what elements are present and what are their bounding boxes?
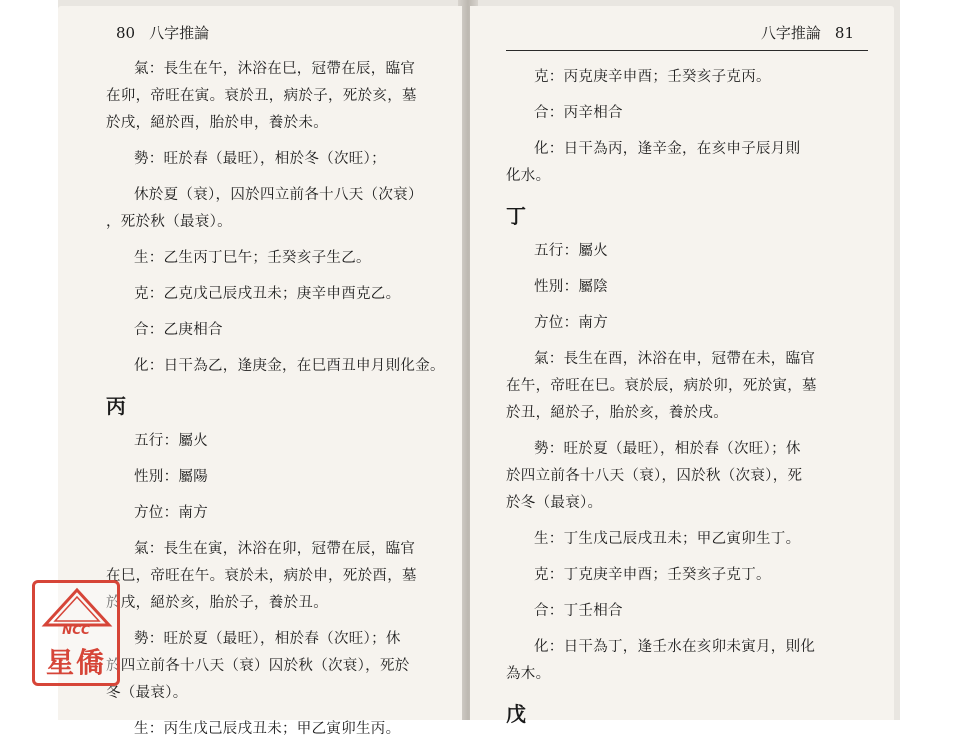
text-line: 性別：屬陰 <box>534 279 608 295</box>
right-page <box>470 6 894 726</box>
section-heading: 丁 <box>506 204 527 228</box>
text-line: 克：乙克戊己辰戌丑未；庚辛申酉克乙。 <box>134 286 401 302</box>
left-page-header <box>116 22 209 43</box>
text-line: 化：日干為丁，逢壬水在亥卯未寅月，則化 <box>534 639 816 655</box>
section-heading: 戊 <box>506 702 527 726</box>
text-line: 氣：長生在酉，沐浴在申，冠帶在未，臨官 <box>534 351 816 367</box>
text-line: 生：丙生戊己辰戌丑未；甲乙寅卯生丙。 <box>134 721 401 737</box>
right-running-title: 八字推論 <box>760 24 821 42</box>
text-line: 性別：屬陽 <box>134 469 208 485</box>
text-line: 氣：長生在午，沐浴在巳，冠帶在辰，臨官 <box>134 61 416 77</box>
stamp-brand-text: 星僑 <box>45 646 106 679</box>
text-line: 生：乙生丙丁巳午；壬癸亥子生乙。 <box>134 250 371 266</box>
text-line: 為木。 <box>506 666 551 682</box>
text-line: 於丑，絕於子，胎於亥，養於戌。 <box>506 405 728 421</box>
right-page-body <box>506 64 876 736</box>
text-line: 於四立前各十八天（衰），囚於秋（次衰），死 <box>506 468 803 484</box>
left-page-body <box>106 56 450 743</box>
text-line: 冬（最衰）。 <box>106 685 188 701</box>
text-line: 於戌，絕於亥，胎於子，養於丑。 <box>106 595 328 611</box>
text-line: 五行：屬火 <box>534 243 608 259</box>
ncc-logo-stamp <box>32 580 120 686</box>
text-line: 克：丁克庚辛申酉；壬癸亥子克丁。 <box>534 567 771 583</box>
text-line: 方位：南方 <box>534 315 608 331</box>
text-line: 化：日干為乙，逢庚金，在巳酉丑申月則化金。 <box>134 358 445 374</box>
left-running-title: 八字推論 <box>149 24 210 42</box>
text-line: 生：丁生戊己辰戌丑未；甲乙寅卯生丁。 <box>534 531 801 547</box>
text-line: ，死於秋（最衰）。 <box>106 214 232 230</box>
text-line: 勢：旺於夏（最旺），相於春（次旺）；休 <box>534 441 801 457</box>
text-line: 勢：旺於春（最旺），相於冬（次旺）； <box>134 151 386 167</box>
right-page-number: 81 <box>834 24 854 42</box>
left-page-number: 80 <box>116 24 136 42</box>
text-line: 合：乙庚相合 <box>134 322 223 338</box>
text-line: 於冬（最衰）。 <box>506 495 603 511</box>
text-line: 化水。 <box>506 168 551 184</box>
section-heading: 丙 <box>106 394 127 418</box>
header-rule <box>506 50 868 51</box>
text-line: 於戌，絕於酉，胎於申，養於未。 <box>106 115 328 131</box>
text-line: 化：日干為丙，逢辛金，在亥申子辰月則 <box>534 141 801 157</box>
text-line: 在巳，帝旺在午。衰於未，病於申，死於酉，墓 <box>106 568 417 584</box>
text-line: 方位：南方 <box>134 505 208 521</box>
text-line: 合：丙辛相合 <box>534 105 623 121</box>
text-line: 在卯，帝旺在寅。衰於丑，病於子，死於亥，墓 <box>106 88 417 104</box>
text-line: 氣：長生在寅，沐浴在卯，冠帶在辰，臨官 <box>134 541 416 557</box>
stamp-ncc-text: NCC <box>62 623 90 637</box>
text-line: 在午，帝旺在巳。衰於辰，病於卯，死於寅，墓 <box>506 378 817 394</box>
text-line: 合：丁壬相合 <box>534 603 623 619</box>
text-line: 五行：屬火 <box>134 433 208 449</box>
right-page-header <box>761 22 854 43</box>
text-line: 勢：旺於夏（最旺），相於春（次旺）；休 <box>134 631 401 647</box>
text-line: 休於夏（衰），囚於四立前各十八天（次衰） <box>134 187 423 203</box>
text-line: 於四立前各十八天（衰）囚於秋（次衰），死於 <box>106 658 410 674</box>
triangle-icon <box>41 587 113 627</box>
text-line: 克：丙克庚辛申酉；壬癸亥子克丙。 <box>534 69 771 85</box>
